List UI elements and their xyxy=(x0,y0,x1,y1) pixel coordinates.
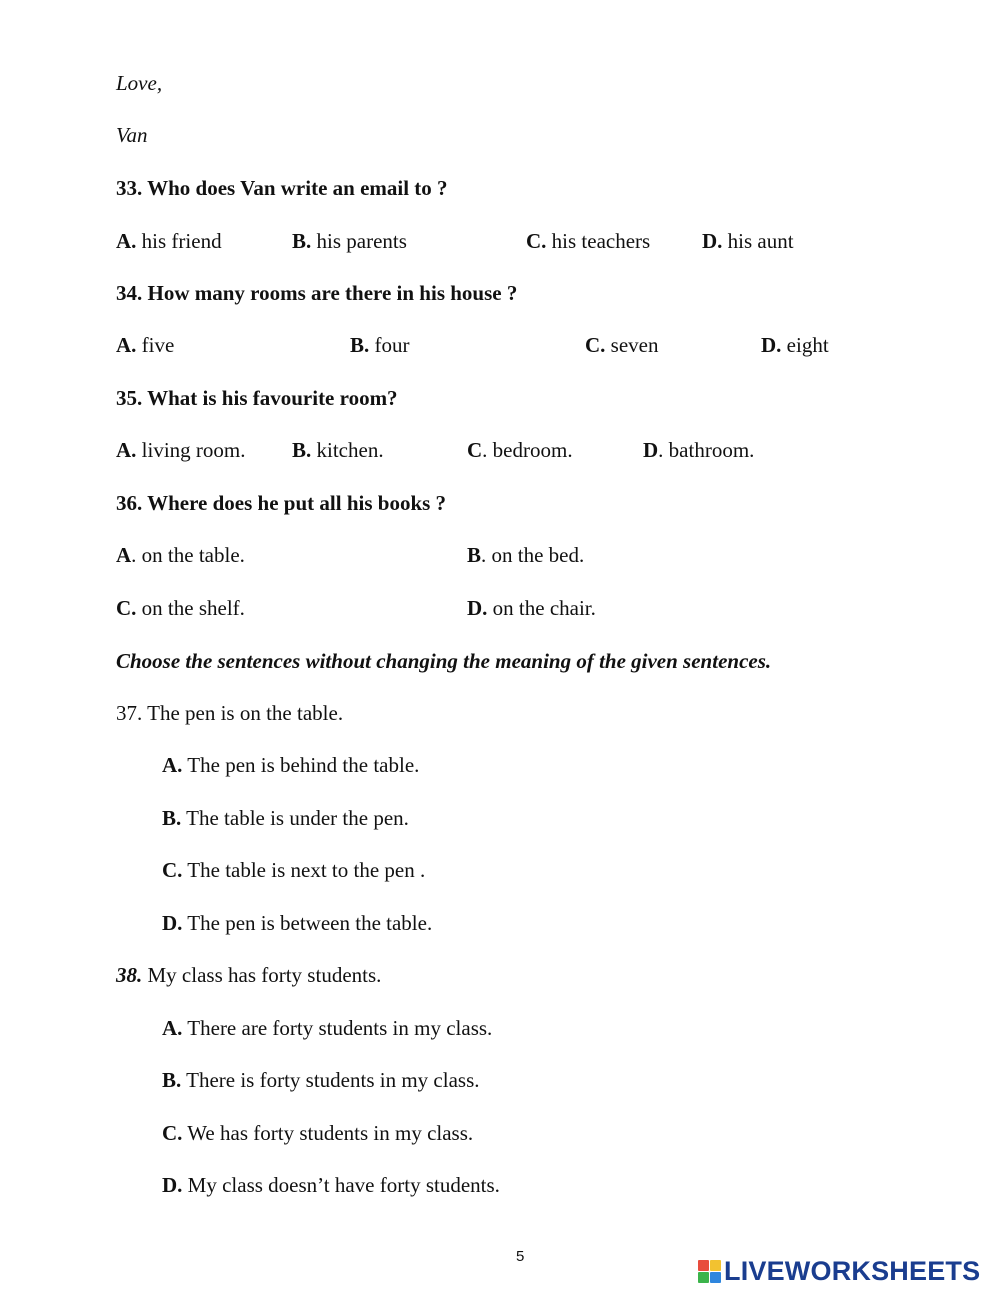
letter-signature: Van xyxy=(116,123,148,147)
option-b: B. four xyxy=(350,333,410,357)
option-b: B. There is forty students in my class. xyxy=(162,1068,480,1092)
option-c: C. bedroom. xyxy=(467,438,573,462)
liveworksheets-logo xyxy=(698,1256,980,1286)
option-d: D. bathroom. xyxy=(643,438,755,462)
question-36-prompt: 36. Where does he put all his books ? xyxy=(116,491,447,515)
colored-blocks-logo-icon xyxy=(698,1260,721,1283)
option-d: D. on the chair. xyxy=(467,596,596,620)
option-c: C. The table is next to the pen . xyxy=(162,858,426,882)
question-37-sentence: 37. The pen is on the table. xyxy=(116,701,344,725)
question-34-prompt: 34. How many rooms are there in his house ? xyxy=(116,281,518,305)
option-d: D. his aunt xyxy=(702,229,794,253)
option-b: B. The table is under the pen. xyxy=(162,806,409,830)
option-b: B. kitchen. xyxy=(292,438,384,462)
option-a: A. five xyxy=(116,333,175,357)
option-b: B. on the bed. xyxy=(467,543,585,567)
option-c: C. We has forty students in my class. xyxy=(162,1121,474,1145)
question-38-sentence: 38. My class has forty students. xyxy=(116,963,382,987)
option-a: A. on the table. xyxy=(116,543,245,567)
option-d: D. eight xyxy=(761,333,829,357)
option-d: D. The pen is between the table. xyxy=(162,911,433,935)
letter-salutation: Love, xyxy=(116,71,163,95)
option-c: C. his teachers xyxy=(526,229,651,253)
option-d: D. My class doesn’t have forty students. xyxy=(162,1173,500,1197)
brand-name: LIVEWORKSHEETS xyxy=(724,1256,981,1286)
option-a: A. The pen is behind the table. xyxy=(162,753,420,777)
option-a: A. living room. xyxy=(116,438,246,462)
option-b: B. his parents xyxy=(292,229,407,253)
option-a: A. There are forty students in my class. xyxy=(162,1016,493,1040)
question-33-prompt: 33. Who does Van write an email to ? xyxy=(116,176,448,200)
page-number: 5 xyxy=(516,1248,525,1265)
option-c: C. seven xyxy=(585,333,659,357)
option-a: A. his friend xyxy=(116,229,222,253)
section-instruction: Choose the sentences without changing the meaning of the given sentences. xyxy=(116,649,772,673)
question-35-prompt: 35. What is his favourite room? xyxy=(116,386,398,410)
option-c: C. on the shelf. xyxy=(116,596,245,620)
